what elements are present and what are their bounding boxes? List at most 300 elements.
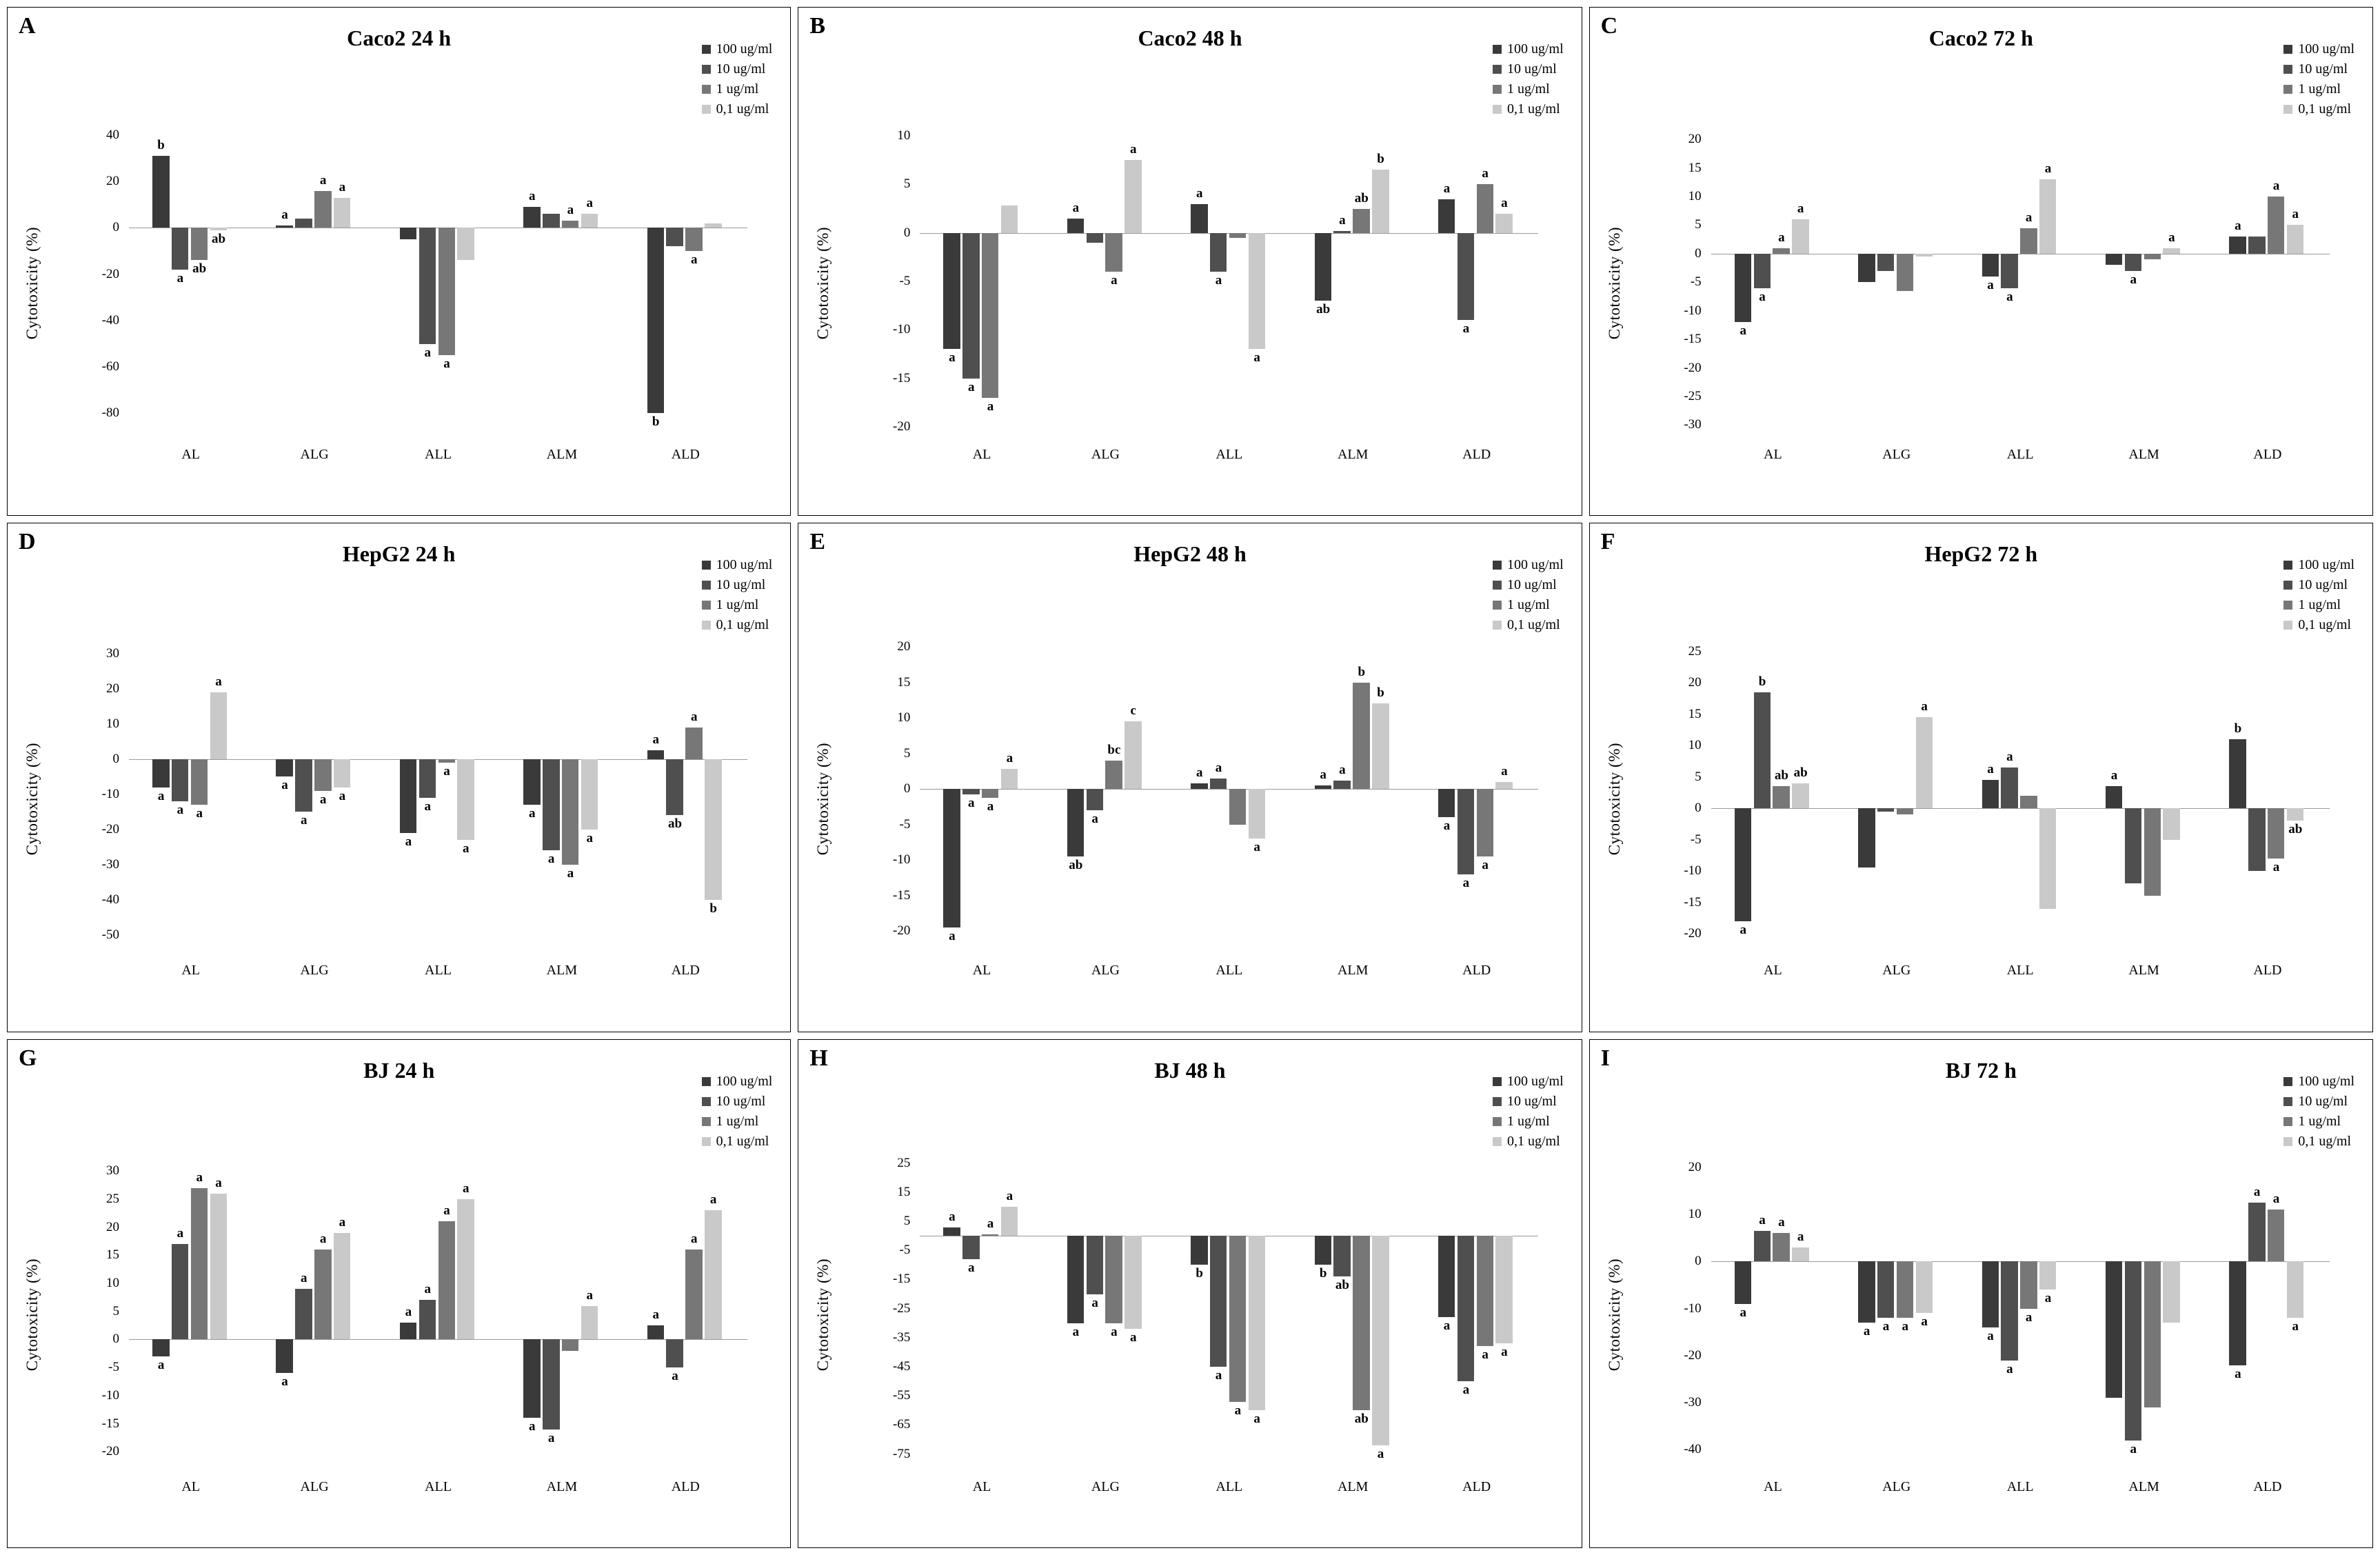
significance-letter: a <box>463 841 470 856</box>
legend-swatch-icon <box>1493 561 1502 570</box>
bar <box>581 1306 598 1340</box>
significance-letter: a <box>1462 1383 1470 1398</box>
chart-legend <box>2283 555 2354 635</box>
y-axis-tick: -15 <box>893 1272 911 1287</box>
bar <box>685 728 702 759</box>
significance-letter: a <box>2272 1192 2280 1207</box>
significance-letter: a <box>157 788 165 803</box>
legend-item <box>1493 79 1564 99</box>
bar <box>2163 248 2179 254</box>
significance-letter: a <box>1111 1324 1118 1339</box>
significance-letter: a <box>987 1216 994 1232</box>
bar <box>982 233 998 398</box>
chart-legend <box>702 1072 773 1152</box>
significance-letter: a <box>1091 1295 1098 1310</box>
bar <box>647 1325 664 1339</box>
significance-letter: a <box>547 1430 555 1445</box>
legend-item <box>1493 1092 1564 1112</box>
legend-label: 100 ug/ml <box>1506 557 1564 573</box>
y-axis-tick: 20 <box>1688 1159 1702 1174</box>
legend-swatch-icon <box>1493 85 1502 94</box>
bar <box>1477 789 1493 856</box>
bar <box>1495 782 1512 789</box>
chart-legend <box>702 39 773 119</box>
bar <box>1877 254 1894 271</box>
significance-letter: a <box>1501 1345 1508 1360</box>
legend-item <box>2283 1112 2354 1132</box>
significance-letter: a <box>529 806 536 821</box>
significance-letter: a <box>1778 1215 1785 1230</box>
legend-label: 1 ug/ml <box>716 81 759 97</box>
legend-label: 100 ug/ml <box>2298 41 2354 57</box>
bar <box>1067 219 1084 233</box>
bar <box>419 228 436 343</box>
y-axis-tick: -10 <box>893 322 911 337</box>
y-axis-tick: -60 <box>101 359 119 374</box>
significance-letter: b <box>1319 1266 1327 1281</box>
legend-swatch-icon <box>2283 85 2292 94</box>
bar <box>1897 808 1913 814</box>
significance-letter: a <box>1215 1368 1222 1383</box>
bar <box>1315 233 1331 301</box>
bar <box>1125 1236 1141 1329</box>
significance-letter: a <box>1377 1446 1384 1461</box>
bar <box>647 750 664 759</box>
y-axis-tick: 5 <box>903 177 911 192</box>
significance-letter: a <box>709 1192 717 1207</box>
y-axis-tick: 15 <box>1688 160 1702 175</box>
significance-letter: a <box>987 399 994 414</box>
significance-letter: a <box>652 1307 659 1323</box>
significance-letter: a <box>2006 289 2013 304</box>
legend-item <box>702 1112 773 1132</box>
x-axis-tick: ALM <box>1337 447 1369 462</box>
bar <box>210 692 227 759</box>
bar <box>1735 808 1751 921</box>
legend-item <box>2283 575 2354 595</box>
x-axis-tick: ALL <box>1216 1478 1243 1494</box>
plot-area <box>1711 1149 2330 1469</box>
bar <box>2020 228 2037 254</box>
x-axis-tick: AL <box>181 447 201 462</box>
chart-title: Caco2 24 h <box>347 26 452 50</box>
legend-swatch-icon <box>702 621 711 630</box>
significance-letter: a <box>691 1232 698 1247</box>
x-axis-tick: AL <box>972 1478 991 1494</box>
significance-letter: a <box>2130 1441 2137 1456</box>
bar <box>962 1236 979 1259</box>
bar <box>1191 1236 1207 1265</box>
y-axis-tick: -35 <box>893 1330 911 1345</box>
bar <box>1735 1261 1751 1303</box>
y-axis-tick: 0 <box>112 220 119 235</box>
legend-label: 1 ug/ml <box>2298 597 2341 613</box>
chart-legend <box>1493 1072 1564 1152</box>
legend-label: 0,1 ug/ml <box>2298 101 2351 117</box>
x-axis-tick: ALL <box>425 447 452 462</box>
significance-letter: a <box>215 1175 222 1190</box>
plot-area <box>920 117 1538 437</box>
bar <box>2248 1203 2265 1261</box>
bar <box>1477 1236 1493 1346</box>
x-axis-tick: ALL <box>2006 1478 2034 1494</box>
y-axis-tick: 20 <box>106 174 119 189</box>
x-axis-tick: ALG <box>300 447 329 462</box>
x-axis-tick: ALG <box>1091 963 1120 979</box>
x-axis-tick: ALD <box>1462 1478 1491 1494</box>
y-axis-tick: 40 <box>106 127 119 142</box>
y-axis-label: Cytotoxicity (%) <box>1605 742 1623 856</box>
y-axis-label: Cytotoxicity (%) <box>23 742 41 856</box>
bar <box>1191 783 1207 789</box>
legend-label: 10 ug/ml <box>1506 577 1557 593</box>
panel-letter: H <box>809 1045 828 1071</box>
legend-swatch-icon <box>1493 621 1502 630</box>
y-axis-tick: -5 <box>1690 832 1702 847</box>
significance-letter: a <box>2110 768 2118 783</box>
y-axis-tick: -80 <box>101 405 119 421</box>
panel-letter: I <box>1600 1045 1610 1071</box>
x-axis-tick: ALL <box>425 963 452 979</box>
y-axis-tick: -10 <box>101 786 119 801</box>
bar <box>2287 1261 2303 1318</box>
legend-label: 1 ug/ml <box>1506 1113 1550 1129</box>
significance-letter: a <box>586 1287 593 1303</box>
x-axis-tick: AL <box>1764 447 1782 462</box>
chart-title: HepG2 48 h <box>1133 541 1247 567</box>
x-axis-tick: ALM <box>2128 447 2159 462</box>
significance-letter: ab <box>1069 858 1083 873</box>
y-axis-tick: 20 <box>897 639 911 654</box>
legend-label: 0,1 ug/ml <box>1506 101 1560 117</box>
bar <box>1773 786 1789 808</box>
significance-letter: a <box>2044 161 2052 177</box>
y-axis-tick: 20 <box>1688 675 1702 690</box>
bar <box>562 759 578 865</box>
significance-letter: a <box>567 203 574 218</box>
significance-letter: a <box>1739 323 1746 339</box>
bar <box>666 228 683 246</box>
y-axis-tick: -20 <box>1684 1347 1702 1363</box>
bar <box>400 228 416 239</box>
y-axis-tick: 0 <box>112 751 119 766</box>
bar <box>666 759 683 816</box>
y-axis-tick: 0 <box>903 781 911 796</box>
bar <box>685 1250 702 1339</box>
significance-letter: a <box>2235 1366 2241 1381</box>
significance-letter: a <box>405 1305 412 1319</box>
chart-title: BJ 48 h <box>1154 1057 1226 1083</box>
bar <box>314 1250 331 1339</box>
y-axis-tick: 5 <box>112 1303 119 1318</box>
y-axis-tick: -30 <box>1684 1395 1702 1410</box>
y-axis-tick: -20 <box>1684 360 1702 375</box>
bar <box>1438 199 1455 233</box>
legend-label: 1 ug/ml <box>716 1113 759 1129</box>
significance-letter: a <box>1863 1324 1870 1339</box>
x-axis-tick: ALG <box>1091 1478 1120 1494</box>
x-axis-tick: AL <box>1764 963 1782 979</box>
y-axis-tick: -5 <box>899 274 911 289</box>
significance-letter: a <box>529 189 536 204</box>
bar <box>457 228 474 260</box>
bar <box>2125 1261 2141 1440</box>
significance-letter: a <box>1443 819 1451 834</box>
legend-item <box>1493 595 1564 615</box>
bar <box>1897 254 1913 291</box>
legend-swatch-icon <box>2283 1117 2292 1126</box>
bar <box>1315 785 1331 789</box>
bar <box>647 228 664 413</box>
legend-label: 0,1 ug/ml <box>2298 1133 2351 1149</box>
bar <box>1773 248 1789 254</box>
x-axis-tick: ALM <box>1337 1478 1369 1494</box>
significance-letter: a <box>2006 749 2013 764</box>
legend-label: 0,1 ug/ml <box>2298 617 2351 633</box>
significance-letter: a <box>2130 272 2137 287</box>
x-axis-tick: ALD <box>1462 447 1491 462</box>
legend-swatch-icon <box>702 561 711 570</box>
significance-letter: a <box>691 252 698 267</box>
bar <box>438 759 455 763</box>
y-axis-tick: 20 <box>106 681 119 696</box>
bar <box>1897 1261 1913 1318</box>
y-axis-tick: 25 <box>106 1191 119 1206</box>
significance-letter: a <box>215 674 222 689</box>
y-axis-tick: -20 <box>1684 926 1702 941</box>
bar <box>1754 692 1771 808</box>
panel-letter: E <box>809 529 826 555</box>
bar <box>1754 254 1771 288</box>
bar <box>705 1210 721 1339</box>
legend-swatch-icon <box>702 1137 711 1146</box>
significance-letter: b <box>652 414 660 430</box>
legend-label: 10 ug/ml <box>2298 1093 2348 1109</box>
chart-legend <box>2283 39 2354 119</box>
legend-swatch-icon <box>1493 581 1502 590</box>
x-axis-tick: ALL <box>2006 963 2034 979</box>
legend-label: 0,1 ug/ml <box>716 101 769 117</box>
bar <box>172 1244 188 1339</box>
x-axis-tick: ALM <box>546 447 578 462</box>
legend-item <box>2283 1072 2354 1092</box>
y-axis-tick: 10 <box>106 1276 119 1291</box>
legend-label: 10 ug/ml <box>716 577 766 593</box>
legend-item <box>702 1092 773 1112</box>
y-axis-tick: 0 <box>1695 245 1702 261</box>
bar <box>1754 1231 1771 1261</box>
significance-letter: a <box>463 1181 470 1196</box>
y-axis-tick: 10 <box>1688 738 1702 753</box>
legend-swatch-icon <box>2283 561 2292 570</box>
significance-letter: a <box>177 1226 184 1241</box>
bar <box>543 1339 559 1429</box>
y-axis-tick: -15 <box>893 887 911 903</box>
bar <box>191 1188 208 1340</box>
bar <box>1087 1236 1103 1294</box>
bar <box>276 225 292 228</box>
chart-title: HepG2 24 h <box>342 541 456 567</box>
bar <box>1735 254 1751 322</box>
chart-legend <box>1493 555 1564 635</box>
legend-item <box>702 555 773 575</box>
bar <box>1191 204 1207 233</box>
significance-letter: a <box>424 799 431 814</box>
bar <box>1877 808 1894 812</box>
plot-area <box>1711 117 2330 437</box>
significance-letter: a <box>2025 1310 2033 1325</box>
zero-axis-line <box>129 1339 747 1340</box>
chart-panel-c <box>1589 7 2373 516</box>
significance-letter: b <box>1377 685 1384 701</box>
chart-title: BJ 72 h <box>1945 1057 2017 1083</box>
legend-swatch-icon <box>702 45 711 54</box>
significance-letter: ab <box>2288 822 2303 837</box>
bar <box>1438 789 1455 817</box>
bar <box>2287 808 2303 821</box>
y-axis-tick: 10 <box>897 128 911 143</box>
y-axis-tick: -30 <box>101 856 119 872</box>
significance-letter: a <box>1759 1213 1766 1228</box>
chart-legend <box>702 555 773 635</box>
bar <box>705 223 721 228</box>
significance-letter: a <box>1482 166 1489 181</box>
significance-letter: c <box>1130 703 1136 719</box>
significance-letter: a <box>1987 1328 1994 1343</box>
y-axis-tick: 20 <box>1688 132 1702 147</box>
legend-item <box>702 79 773 99</box>
x-axis-tick: ALD <box>2253 963 2282 979</box>
y-axis-tick: 30 <box>106 645 119 661</box>
significance-letter: a <box>1253 1412 1260 1427</box>
legend-label: 100 ug/ml <box>2298 1073 2354 1089</box>
legend-item <box>702 575 773 595</box>
significance-letter: a <box>424 1282 431 1297</box>
bar <box>1916 717 1933 808</box>
legend-label: 10 ug/ml <box>2298 61 2348 77</box>
bar <box>2229 1261 2246 1365</box>
bar <box>562 221 578 228</box>
bar <box>2268 197 2284 254</box>
legend-swatch-icon <box>2283 581 2292 590</box>
legend-swatch-icon <box>1493 601 1502 610</box>
y-axis-tick: 15 <box>1688 706 1702 721</box>
bar <box>152 156 169 228</box>
chart-title: BJ 24 h <box>363 1057 435 1083</box>
bar <box>543 759 559 851</box>
bar <box>1249 789 1265 839</box>
y-axis-label: Cytotoxicity (%) <box>1605 1258 1623 1372</box>
legend-label: 100 ug/ml <box>716 41 773 57</box>
legend-swatch-icon <box>702 1077 711 1086</box>
bar <box>1792 1247 1808 1261</box>
bar <box>334 1233 350 1340</box>
significance-letter: ab <box>1774 768 1788 783</box>
legend-swatch-icon <box>2283 65 2292 74</box>
significance-letter: ab <box>667 816 683 832</box>
chart-legend <box>1493 39 1564 119</box>
bar <box>1858 254 1875 282</box>
legend-swatch-icon <box>702 601 711 610</box>
plot-area <box>129 117 747 437</box>
y-axis-tick: 0 <box>112 1332 119 1347</box>
legend-item <box>702 39 773 59</box>
significance-letter: a <box>339 1214 346 1230</box>
bar <box>314 191 331 228</box>
legend-item <box>1493 575 1564 595</box>
legend-swatch-icon <box>1493 45 1502 54</box>
significance-letter: a <box>1234 1403 1242 1418</box>
y-axis-tick: -10 <box>1684 863 1702 879</box>
legend-label: 1 ug/ml <box>1506 81 1550 97</box>
significance-letter: a <box>949 929 956 944</box>
significance-letter: a <box>1739 922 1746 937</box>
significance-letter: a <box>672 1369 678 1384</box>
legend-label: 0,1 ug/ml <box>1506 617 1560 633</box>
legend-item <box>1493 39 1564 59</box>
legend-label: 100 ug/ml <box>1506 41 1564 57</box>
bar <box>2248 237 2265 254</box>
bar <box>1982 254 1999 277</box>
bar <box>2125 254 2141 271</box>
y-axis-tick: 5 <box>903 745 911 761</box>
bar <box>962 789 979 794</box>
legend-swatch-icon <box>702 85 711 94</box>
chart-panel-e <box>798 523 1582 1032</box>
y-axis-tick: -45 <box>893 1359 911 1374</box>
bar <box>438 1221 455 1339</box>
y-axis-tick: 30 <box>106 1163 119 1178</box>
significance-letter: a <box>2253 1185 2261 1200</box>
significance-letter: a <box>1339 762 1346 777</box>
y-axis-tick: -20 <box>101 1444 119 1459</box>
significance-letter: a <box>1111 272 1118 288</box>
bar <box>1315 1236 1331 1265</box>
significance-letter: ab <box>1335 1278 1349 1293</box>
legend-swatch-icon <box>1493 1077 1502 1086</box>
x-axis-tick: ALG <box>1882 447 1911 462</box>
x-axis-tick: ALL <box>2006 447 2034 462</box>
significance-letter: ab <box>1793 765 1808 780</box>
x-axis-tick: ALG <box>1091 447 1120 462</box>
plot-area <box>920 1149 1538 1469</box>
chart-panel-h <box>798 1039 1582 1548</box>
significance-letter: a <box>1443 181 1451 196</box>
significance-letter: a <box>177 803 184 818</box>
bar <box>314 759 331 791</box>
legend-label: 100 ug/ml <box>1506 1073 1564 1089</box>
bar <box>581 759 598 830</box>
y-axis-tick: -10 <box>1684 1301 1702 1316</box>
x-axis-tick: AL <box>972 447 991 462</box>
x-axis-tick: ALM <box>2128 963 2159 979</box>
bar <box>1982 780 1999 808</box>
legend-item <box>2283 39 2354 59</box>
legend-label: 100 ug/ml <box>716 1073 773 1089</box>
legend-swatch-icon <box>2283 105 2292 114</box>
significance-letter: a <box>2235 219 2241 233</box>
y-axis-tick: -20 <box>893 923 911 939</box>
y-axis-tick: -10 <box>893 852 911 867</box>
y-axis-tick: -5 <box>1690 274 1702 290</box>
significance-letter: b <box>2234 721 2242 736</box>
significance-letter: a <box>949 1209 956 1224</box>
bar <box>1495 214 1512 233</box>
bar <box>276 759 292 776</box>
bar <box>523 759 540 805</box>
x-axis-tick: AL <box>181 963 201 979</box>
bar <box>210 228 227 230</box>
